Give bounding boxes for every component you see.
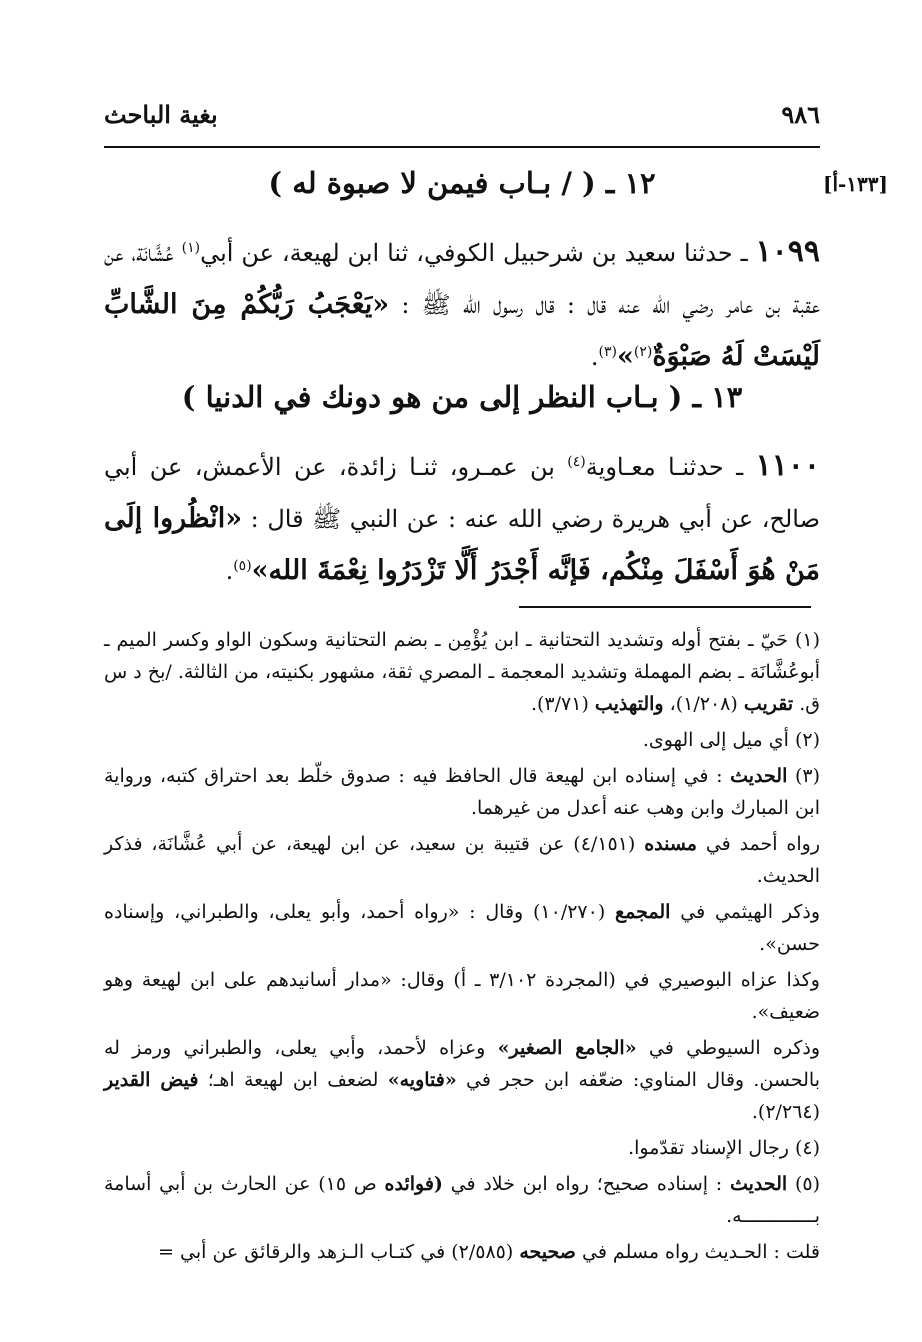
hadith-matn: «انْظُروا إلَى مَنْ هُوَ أَسْفَلَ مِنْكُم، فَإنَّه أَجْدَرُ أَلَّا تَزْدَرُوا نِعْمَةَ الله» xyxy=(104,503,820,586)
footnote-text: (٢/٥٨٥) في كتـاب الـزهد والرقائق عن أبي = xyxy=(158,1241,520,1263)
chapter-12-heading: ١٢ ـ ( / بـاب فيمن لا صبوة له ) xyxy=(268,166,656,200)
hadith-number: ١١٠٠ xyxy=(755,448,820,483)
footnote-text: ص ١٥) عن الحارث بن أبي أسامة بـــــــــــــه. xyxy=(104,1173,820,1227)
label: الحديث xyxy=(729,1173,788,1195)
source-title: مسنده xyxy=(644,833,697,855)
running-header xyxy=(104,98,820,138)
footnote-paragraph xyxy=(104,896,820,960)
footnote-ref: (٣) xyxy=(598,344,617,360)
footnote-text: : إسناده صحيح؛ رواه ابن خلاد في xyxy=(442,1173,730,1195)
footnote-divider xyxy=(519,606,811,608)
footnote-1 xyxy=(104,624,820,720)
footnote-ref: (٥) xyxy=(233,558,252,574)
footnote-text: لضعف ابن لهيعة اهـ؛ xyxy=(198,1069,388,1091)
footnote-text: (٥) xyxy=(787,1173,821,1195)
footnote-text: وذكر الهيثمي في xyxy=(670,901,821,923)
footnote-paragraph xyxy=(104,828,820,892)
hadith-isnad: ـ حدثنـا معـاوية xyxy=(585,453,744,481)
footnote-ref: (٤) xyxy=(567,454,586,470)
hadith-matn: «يَعْجَبُ رَبُّكُمْ مِنَ الشَّابِّ لَيْسَتْ لَهُ صَبْوَةٌ xyxy=(104,289,820,372)
footnote-text: : في إسناده ابن لهيعة قال الحافظ فيه : صدوق خلّط بعد احتراق كتبه، ورواية ابن المبارك وابن وهب عنه أعدل من غيرهما. xyxy=(104,765,820,819)
end-mark: . xyxy=(225,557,234,585)
footnote-text: وذكره السيوطي في xyxy=(636,1037,820,1059)
footnote-text: (٤/١٥١) عن قتيبة بن سعيد، عن ابن لهيعة، عن أبي عُشَّانَة، فذكر الحديث. xyxy=(104,833,820,887)
footnote-text: (١٠/٢٧٠) وقال : «رواه أحمد، وأبو يعلى، والطبراني، وإسناده حسن». xyxy=(104,901,820,955)
footnote-text: (٣) xyxy=(787,765,820,787)
footnote-5 xyxy=(104,1168,820,1232)
manuscript-folio-ref: [١٣٣-أ] xyxy=(822,172,888,196)
source-title: المجمع xyxy=(615,901,671,923)
book-title: بغية الباحث xyxy=(104,100,218,129)
chapter-13-heading: ١٣ ـ ( بـاب النظر إلى من هو دونك في الدنيا ) xyxy=(181,380,743,414)
footnote-text: (١) حَيّ ـ بفتح أوله وتشديد التحتانية ـ ابن يُؤْمِن ـ بضم التحتانية وسكون الواو وكسر الميم ـ أبوعُشَّانَة ـ بضم المهملة وتشديد المعجمة ـ المصري ثقة، مشهور بكنيته، من الثالثة. /بخ د س ق. xyxy=(104,629,820,715)
hadith-isnad-cont: بن عمـرو، ثنـا زائدة، عن الأعمش، عن أبي صالح، عن أبي هريرة رضي الله عنه : عن النبي ﷺ قال : xyxy=(104,453,820,533)
label: الحديث xyxy=(730,765,788,787)
hadith-isnad-cont: عُشَّانَة، عن عقبة بن عامر رضي الله عنه قال : قال رسول الله ﷺ : xyxy=(104,239,820,319)
footnote-ref: (١) xyxy=(181,240,201,256)
end-mark: . xyxy=(590,343,599,371)
footnote-2: (٢) أي ميل إلى الهوى. xyxy=(642,729,820,751)
source-title: «الجامع الصغير» xyxy=(497,1037,637,1059)
footnote-3 xyxy=(104,760,820,824)
footnote-text: قلت : الحـديث رواه مسلم في xyxy=(575,1241,820,1263)
footnote-text: (٣/٧١). xyxy=(530,693,595,715)
source-title: «فتاويه» xyxy=(387,1069,457,1091)
footnote-text: وعزاه لأحمد، وأبي يعلى، والطبراني ورمز له بالحسن. وقال المناوي: ضعّفه ابن حجر في xyxy=(104,1037,820,1091)
footnote-paragraph: وكذا عزاه البوصيري في (المجردة ٣/١٠٢ ـ أ) وقال: «مدار أسانيدهم على ابن لهيعة وهو ضعيف». xyxy=(104,969,820,1023)
matn-close-quote: » xyxy=(617,341,634,372)
footnote-ref: (٢) xyxy=(633,344,653,360)
footnote-text: رواه أحمد في xyxy=(696,833,820,855)
hadith-isnad: ـ حدثنا سعيد بن شرحبيل الكوفي، ثنا ابن لهيعة، عن أبي xyxy=(200,239,748,267)
source-title: (فوائده xyxy=(384,1173,443,1195)
footnote-paragraph xyxy=(104,1032,820,1128)
page-number: ٩٨٦ xyxy=(781,100,820,129)
footnote-paragraph xyxy=(104,1236,820,1268)
hadith-1099 xyxy=(104,226,820,383)
footnotes xyxy=(104,624,820,1272)
header-divider xyxy=(104,146,820,148)
source-title: تقريب xyxy=(743,693,794,715)
source-title: صحيحه xyxy=(519,1241,576,1263)
footnote-text: (١/٢٠٨)، xyxy=(663,693,744,715)
hadith-number: ١٠٩٩ xyxy=(755,234,820,269)
footnote-text: (٢/٢٦٤). xyxy=(751,1101,820,1123)
source-title: فيض القدير xyxy=(104,1069,199,1091)
footnote-4: (٤) رجال الإسناد تقدّموا. xyxy=(628,1137,820,1159)
source-title: والتهذيب xyxy=(594,693,664,715)
hadith-1100 xyxy=(104,440,820,597)
